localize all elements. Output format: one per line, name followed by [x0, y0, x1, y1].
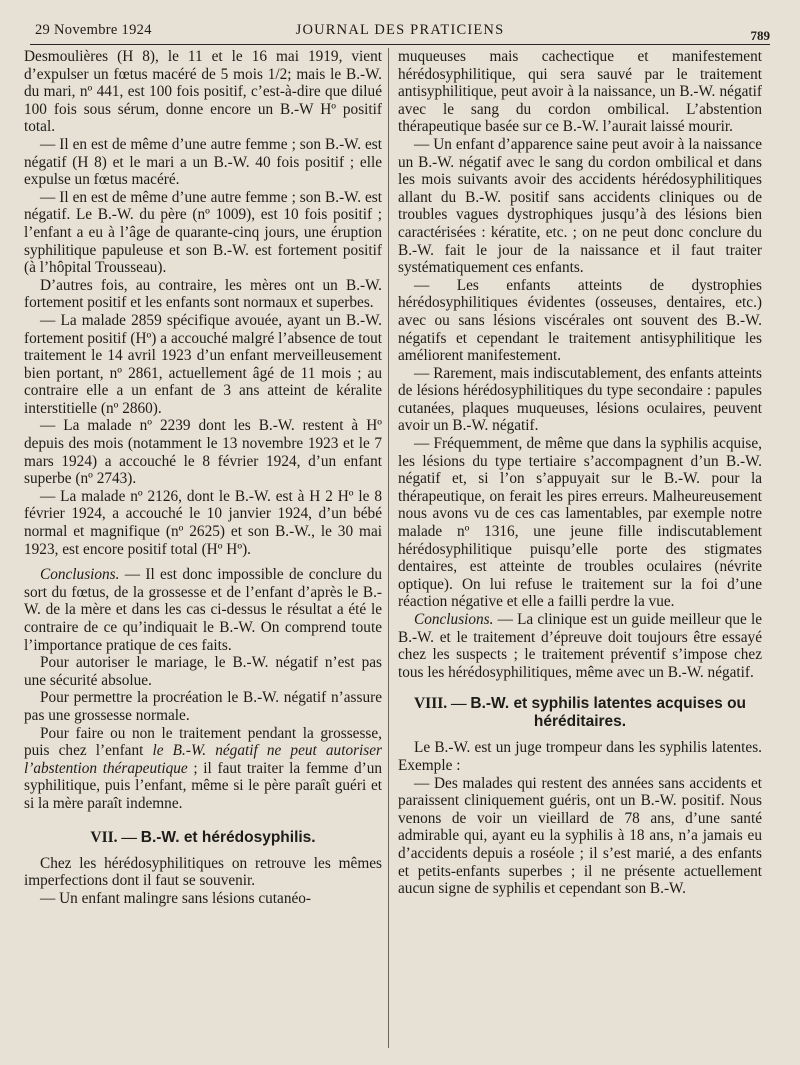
conclusions-paragraph: [24, 566, 382, 654]
paragraph: D’autres fois, au contraire, les mères ont un B.-W. fortement positif et les enfants sont normaux et superbes.: [24, 276, 382, 312]
paragraph: [24, 725, 382, 813]
paragraph: Le B.-W. est un juge trompeur dans les syphilis latentes. Exemple :: [398, 739, 762, 774]
paragraph: muqueuses mais cachectique et manifestement hérédosyphilitique, qui sera sauvé par le traitement antisyphilitique, peut avoir à la naissance, un B.-W. négatif avec le sang du cordon ombilical. L’abstention thérapeutique basée sur ce B.-W. l’aurait laissé mourir.: [398, 48, 762, 136]
section-number: VII. —: [90, 828, 137, 846]
paragraph: — Les enfants atteints de dystrophies hérédosyphilitiques évidentes (osseuses, dentaires, etc.) avec ou sans lésions viscérales ont souvent des B.-W. négatifs et cependant le traitement antisyphilitique les améliorent manifestement.: [398, 276, 762, 365]
page-header: [30, 22, 770, 45]
text-run: Pour faire ou non le traitement pendant la grossesse, puis chez l’enfant: [24, 724, 382, 760]
paragraph: Desmoulières (H 8), le 11 et le 16 mai 1919, vient d’expulser un fœtus macéré de 5 mois 1/2; mais le B.-W. du mari, nº 441, est 100 fois positif, c’est-à-dire que dilué 100 fois sous sérum, donne encore un B.-W Hº positif total.: [24, 48, 382, 136]
paragraph: — Un enfant malingre sans lésions cutanéo-: [40, 889, 312, 907]
conclusions-label: Conclusions.: [40, 566, 120, 584]
paragraph: — Des malades qui restent des années sans accidents et paraissent cliniquement guéris, ont un B.-W. positif. Nous venons de voir un vieillard de 78 ans, d’une santé admirable qui, ayant eu la syphilis à 18 ans, n’a jamais eu d’accidents depuis a roséole ; il s’est marié, a des enfants et petits-enfants superbes ; il ne présente actuellement aucun signe de syphilis et cependant son B.-W.: [398, 774, 762, 898]
paragraph: Pour permettre la procréation le B.-W. négatif n’assure pas une grossesse normale.: [24, 689, 382, 724]
column-divider: [388, 48, 389, 1048]
journal-title: JOURNAL DES PRATICIENS: [295, 22, 505, 38]
section-number: VIII. —: [413, 695, 467, 713]
page-number: 789: [750, 28, 770, 43]
paragraph: — Un enfant d’apparence saine peut avoir à la naissance un B.-W. négatif avec le sang du cordon ombilical et dans les mois suivants avoir des accidents hérédosyphilitiques allant du B.-W. positif sans accidents cliniques ou de troubles vagues dystrophiques jusqu’à des lésions bien caractérisées : kératite, etc. ; on ne peut donc conclure du B.-W. fait le jour de la naissance et il faut traiter systématiquement ces enfants.: [398, 135, 762, 277]
section-heading: [398, 695, 762, 731]
issue-date: 29 Novembre 1924: [35, 22, 152, 38]
section-title: B.-W. et hérédosyphilis.: [140, 828, 316, 846]
paragraph: — Il en est de même d’une autre femme ; son B.-W. est négatif (H 8) et le mari a un B.-W. 40 fois positif ; elle expulse un fœtus macéré.: [24, 135, 382, 189]
conclusions-paragraph: [398, 611, 762, 681]
conclusions-text: — Il est donc impossible de conclure du sort du fœtus, de la grossesse et de l’enfant d’après le B.-W. de la mère et dans les cas ci-dessus le résultat a été le contraire de ce qu’indiquait le B.-W. On comprend toute l’importance pratique de ces faits.: [24, 566, 382, 654]
paragraph: — La malade nº 2126, dont le B.-W. est à H 2 Hº le 8 février 1924, a accouché le 10 janvier 1924, d’un bébé normal et magnifique (nº 2625) et son B.-W., le 30 mai 1923, est encore positif total (Hº Hº).: [24, 487, 382, 558]
conclusions-text: — La clinique est un guide meilleur que le B.-W. et le traitement d’épreuve doit toujours être essayé chez les suspects ; le traitement préventif s’impose chez tous les hérédosyphilitiques, même avec un B.-W. négatif.: [398, 611, 762, 681]
paragraph: — La malade nº 2239 dont les B.-W. restent à Hº depuis des mois (notamment le 13 novembre 1923 et le 7 mars 1924) a accouché le 8 février 1924, d’un enfant superbe (nº 2743).: [24, 417, 382, 488]
emphasis-text: le B.-W. négatif ne peut autoriser l’abstention thérapeutique: [24, 742, 382, 777]
paragraph: Chez les hérédosyphilitiques on retrouve les mêmes imperfections dont il faut se souvenir.: [24, 854, 382, 890]
paragraph: — Rarement, mais indiscutablement, des enfants atteints de lésions hérédosyphilitiques du type secondaire : papules cutanées, plaques muqueuses, lésions oculaires, peuvent avoir un B.-W. négatif.: [398, 364, 762, 435]
paragraph: — La malade 2859 spécifique avouée, ayant un B.-W. fortement positif (Hº) a accouché malgré l’absence de tout traitement le 14 avril 1923 d’un enfant merveilleusement bien portant, nº 2861, actuellement âgé de 11 mois ; au contraire elle a un enfant de 3 ans atteint de kéralite interstitielle (nº 2860).: [24, 311, 382, 417]
right-column: [398, 48, 762, 898]
section-title: B.-W. et syphilis latentes acquises ou héréditaires.: [470, 695, 747, 731]
conclusions-label: Conclusions.: [414, 611, 494, 628]
left-column: [24, 48, 382, 907]
paragraph: — Fréquemment, de même que dans la syphilis acquise, les lésions du type tertiaire s’accompagnent d’un B.-W. négatif et, si l’on s’appuyait sur le B.-W. pour la thérapeutique, on ferait les pires erreurs. Malheureusement nous avons vu de ces cas lamentables, par exemple notre malade nº 1316, une jeune fille indiscutablement hérédosyphilitique puisqu’elle porte des stigmates dentaires, est atteinte de troubles oculaires (névrite optique). On lui refuse le traitement sur la foi d’une réaction négative et elle a failli perdre la vue.: [398, 435, 762, 611]
paragraph: Pour autoriser le mariage, le B.-W. négatif n’est pas une sécurité absolue.: [24, 654, 382, 689]
text-run: ; il faut traiter la femme d’un syphilitique, puis l’enfant, même si le père paraît guéri et si la mère paraît indemne.: [24, 759, 382, 812]
section-heading: [24, 829, 382, 847]
paragraph: — Il en est de même d’une autre femme ; son B.-W. est négatif. Le B.-W. du père (nº 1009), est 10 fois positif ; l’enfant a eu à l’âge de quarante-cinq jours, une éruption syphilitique papuleuse et son B.-W. est fortement positif (à l’hôpital Trousseau).: [24, 188, 382, 277]
